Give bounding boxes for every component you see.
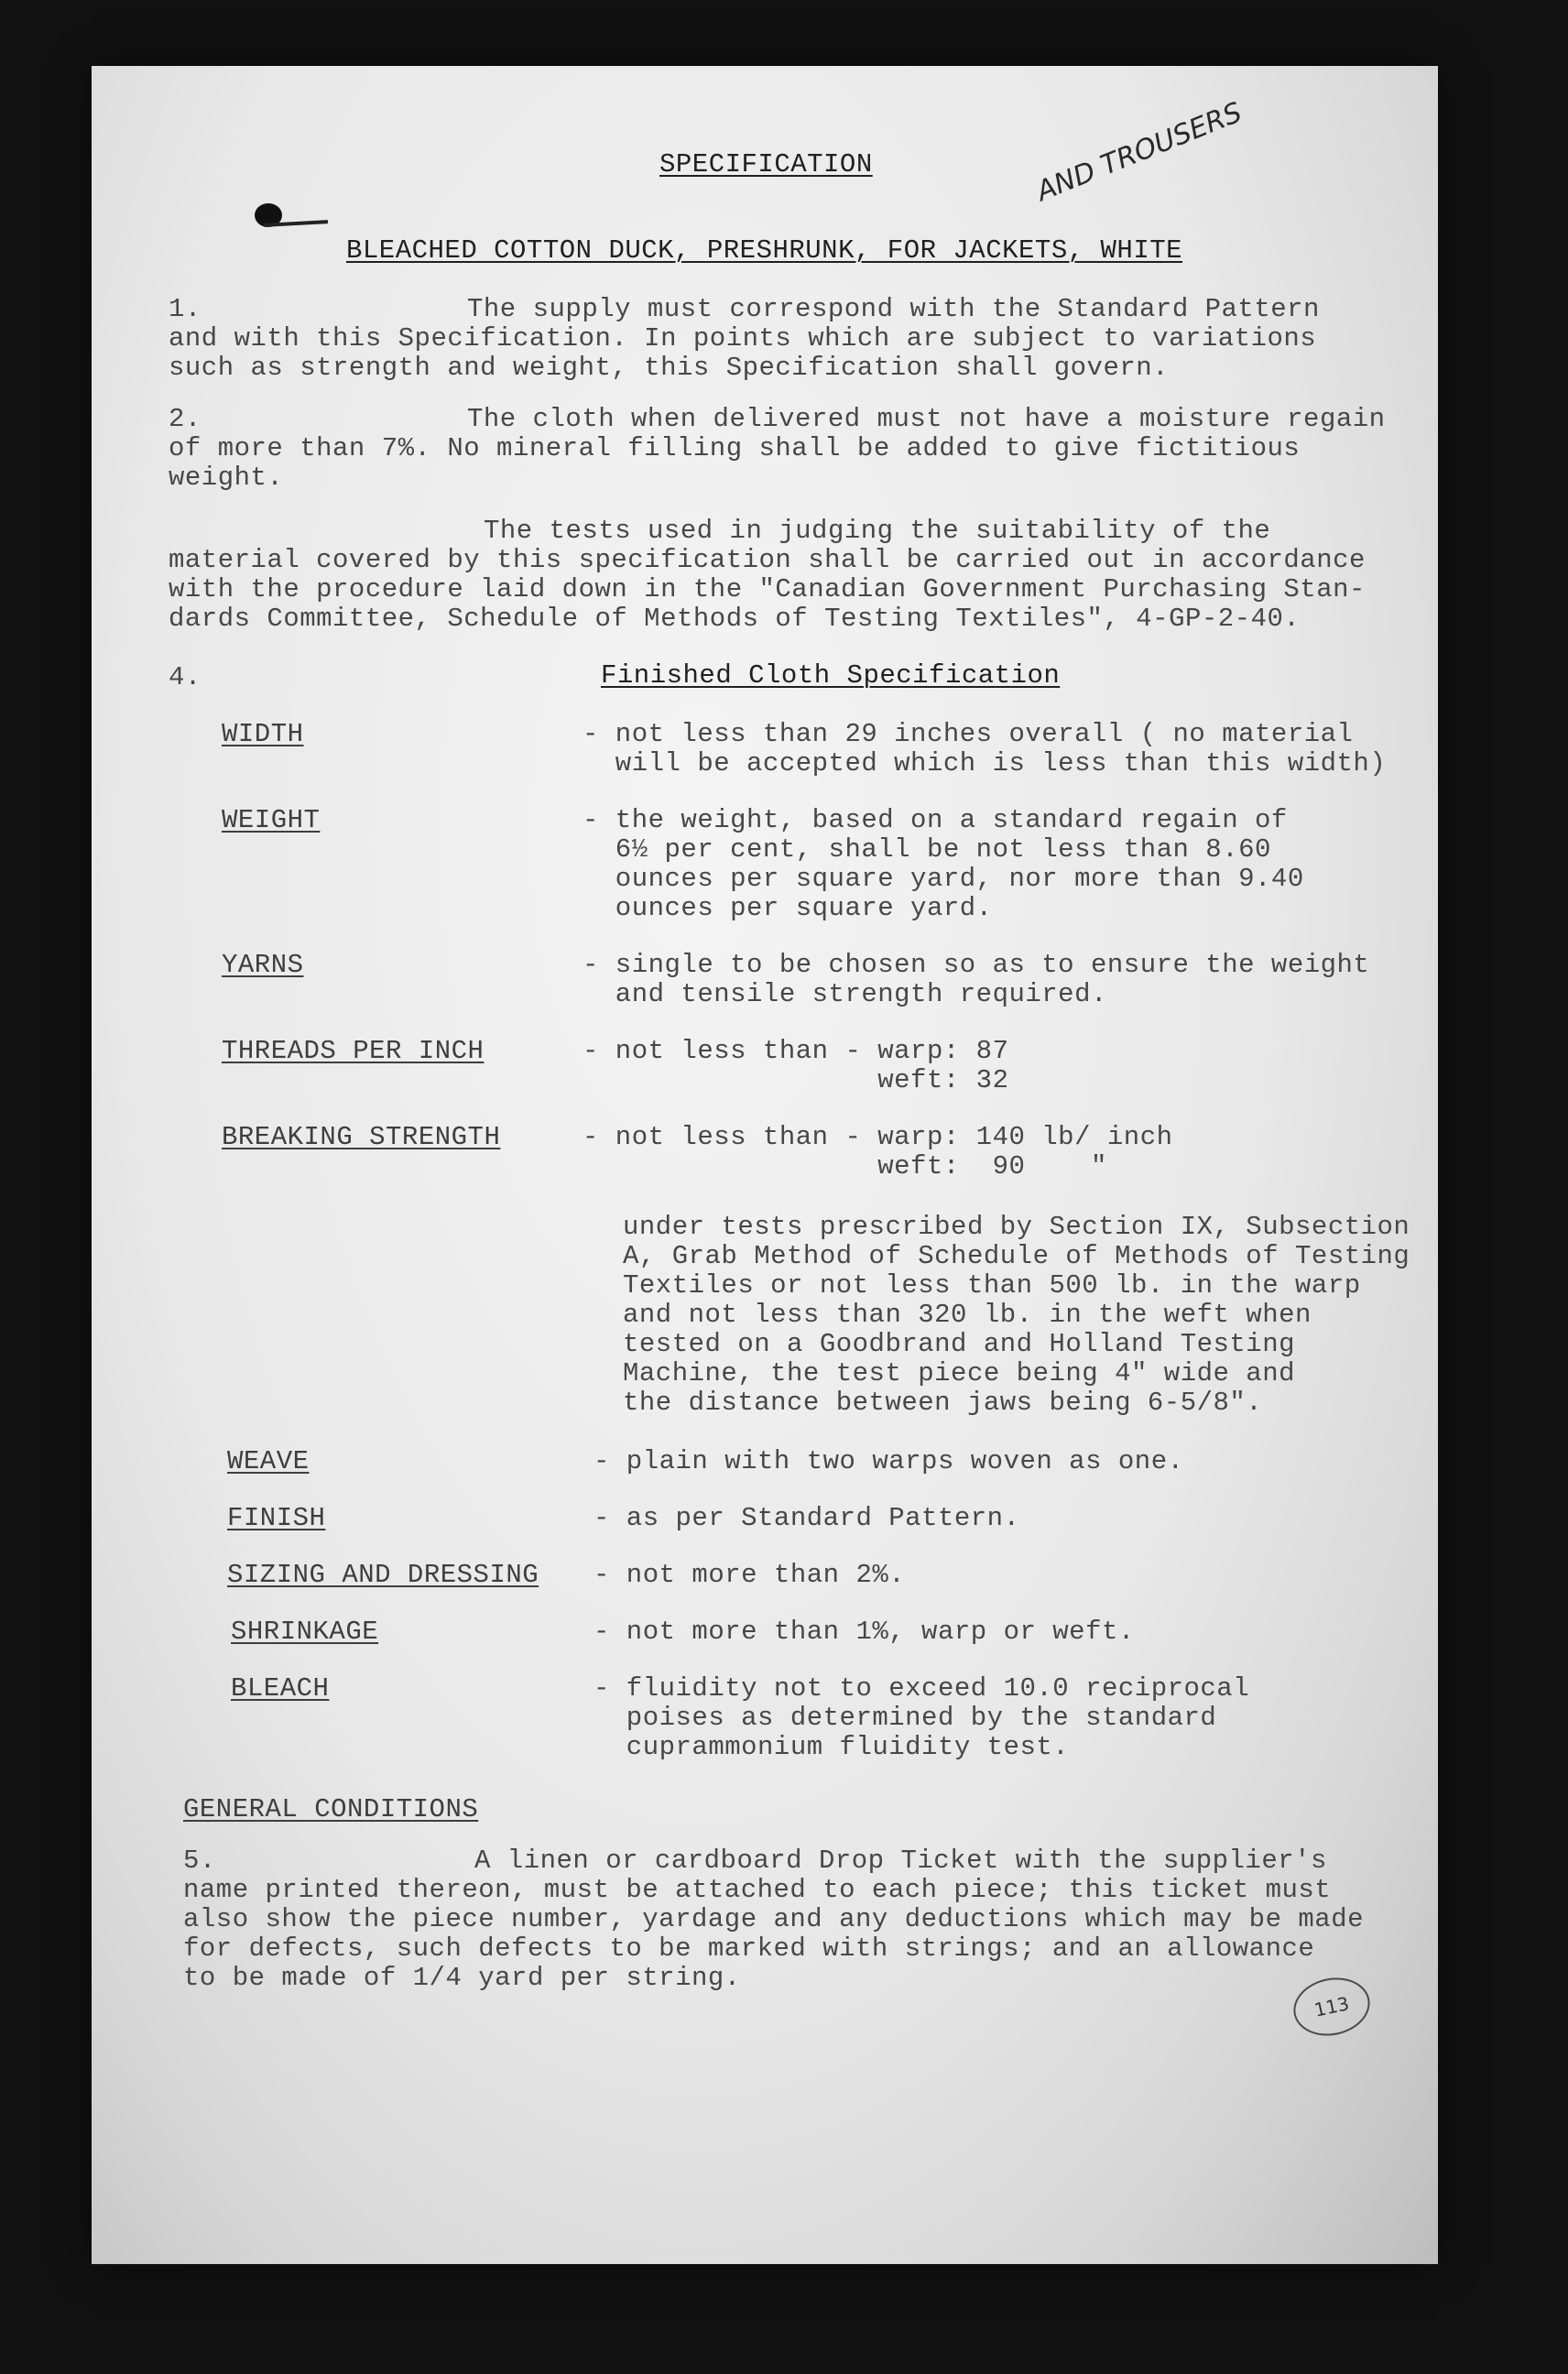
handwritten-insert: AND TROUSERS — [1031, 96, 1247, 208]
para1-line: and with this Specification. In points which are subject to variations — [169, 323, 1317, 354]
spec-value-yarns: and tensile strength required. — [583, 979, 1107, 1009]
spec-label-finish: FINISH — [227, 1503, 326, 1533]
para3-line: The tests used in judging the suitability of the — [484, 516, 1271, 546]
document-title: SPECIFICATION — [659, 149, 873, 180]
spec-value-width: will be accepted which is less than this width) — [583, 748, 1387, 779]
para1-number: 1. — [169, 294, 201, 324]
para2-line: weight. — [169, 463, 284, 493]
breaking-note-line: tested on a Goodbrand and Holland Testing — [623, 1329, 1296, 1359]
breaking-note-line: A, Grab Method of Schedule of Methods of Testing — [623, 1241, 1410, 1271]
spec-value-finish: - as per Standard Pattern. — [593, 1503, 1020, 1533]
para5-line: A linen or cardboard Drop Ticket with the supplier's — [474, 1846, 1327, 1876]
para5-line: name printed thereon, must be attached to each piece; this ticket must — [183, 1875, 1332, 1905]
spec-value-breaking: weft: 90 " — [583, 1151, 1107, 1182]
para2-number: 2. — [169, 404, 201, 434]
spec-label-sizing: SIZING AND DRESSING — [227, 1560, 539, 1590]
spec-value-bleach: poises as determined by the standard — [593, 1703, 1217, 1733]
para3-line: with the procedure laid down in the "Canadian Government Purchasing Stan- — [169, 574, 1366, 604]
general-conditions-heading: GENERAL CONDITIONS — [183, 1794, 479, 1824]
breaking-note-line: under tests prescribed by Section IX, Subsection — [623, 1212, 1410, 1242]
breaking-note-line: the distance between jaws being 6-5/8". — [623, 1388, 1263, 1418]
para2-line: The cloth when delivered must not have a moisture regain — [467, 404, 1386, 434]
para5-line: for defects, such defects to be marked with strings; and an allowance — [183, 1933, 1315, 1964]
spec-value-weave: - plain with two warps woven as one. — [593, 1446, 1184, 1476]
breaking-note-line: Machine, the test piece being 4" wide and — [623, 1358, 1296, 1388]
spec-label-width: WIDTH — [222, 719, 304, 749]
section4-number: 4. — [169, 662, 201, 692]
spec-value-shrinkage: - not more than 1%, warp or weft. — [593, 1617, 1135, 1647]
spec-value-threads: - not less than - warp: 87 — [583, 1036, 1009, 1066]
spec-value-weight: 6½ per cent, shall be not less than 8.60 — [583, 834, 1271, 865]
spec-value-yarns: - single to be chosen so as to ensure the weight — [583, 950, 1370, 980]
spec-label-weight: WEIGHT — [222, 805, 321, 835]
spec-value-bleach: - fluidity not to exceed 10.0 reciprocal — [593, 1673, 1250, 1704]
spec-value-weight: ounces per square yard. — [583, 893, 993, 923]
para5-number: 5. — [183, 1846, 216, 1876]
page-number-stamp: 113 — [1288, 1971, 1375, 2042]
spec-label-weave: WEAVE — [227, 1446, 310, 1476]
spec-value-weight: ounces per square yard, nor more than 9.40 — [583, 864, 1304, 894]
para3-line: material covered by this specification shall be carried out in accordance — [169, 545, 1366, 575]
spec-label-threads: THREADS PER INCH — [222, 1036, 485, 1066]
para5-line: to be made of 1/4 yard per string. — [183, 1963, 741, 1993]
spec-label-yarns: YARNS — [222, 950, 304, 980]
spec-label-bleach: BLEACH — [231, 1673, 330, 1704]
spec-label-shrinkage: SHRINKAGE — [231, 1617, 379, 1647]
spec-value-sizing: - not more than 2%. — [593, 1560, 906, 1590]
spec-value-breaking: - not less than - warp: 140 lb/ inch — [583, 1122, 1173, 1152]
para5-line: also show the piece number, yardage and any deductions which may be made — [183, 1904, 1365, 1934]
para3-line: dards Committee, Schedule of Methods of Testing Textiles", 4-GP-2-40. — [169, 604, 1301, 634]
para2-line: of more than 7%. No mineral filling shall be added to give fictitious — [169, 433, 1301, 463]
spec-value-weight: - the weight, based on a standard regain of — [583, 805, 1288, 835]
spec-value-bleach: cuprammonium fluidity test. — [593, 1732, 1070, 1762]
spec-value-threads: weft: 32 — [583, 1065, 1009, 1095]
breaking-note-line: Textiles or not less than 500 lb. in the warp — [623, 1270, 1361, 1301]
para1-line: The supply must correspond with the Standard Pattern — [467, 294, 1320, 324]
document-subtitle: BLEACHED COTTON DUCK, PRESHRUNK, FOR JACKETS, WHITE — [346, 235, 1183, 266]
spec-value-width: - not less than 29 inches overall ( no material — [583, 719, 1354, 749]
section4-heading: Finished Cloth Specification — [601, 660, 1061, 691]
spec-label-breaking: BREAKING STRENGTH — [222, 1122, 501, 1152]
para1-line: such as strength and weight, this Specification shall govern. — [169, 353, 1170, 383]
document-page — [92, 66, 1438, 2264]
breaking-note-line: and not less than 320 lb. in the weft when — [623, 1300, 1312, 1330]
